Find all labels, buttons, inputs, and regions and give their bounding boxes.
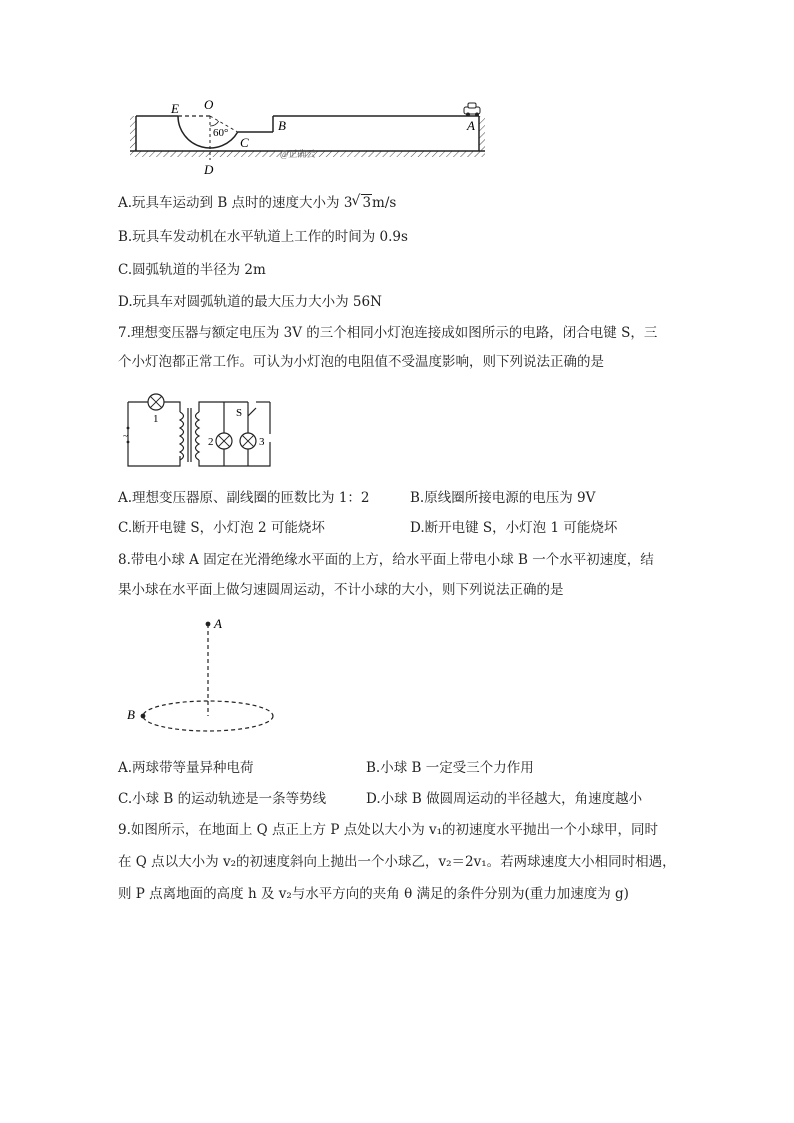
q8-option-c: C.小球 B 的运动轨迹是一条等势线: [118, 791, 327, 807]
charged-balls-figure: [120, 612, 290, 742]
lamp-3-icon: [240, 416, 256, 466]
label-B: B: [278, 118, 286, 133]
q8-option-b: B.小球 B 一定受三个力作用: [366, 760, 534, 776]
q6-option-d: D.玩具车对圆弧轨道的最大压力大小为 56N: [118, 294, 382, 310]
q7-stem-line-2: 个小灯泡都正常工作。可认为小灯泡的电阻值不受温度影响，则下列说法正确的是: [118, 354, 604, 370]
q7-option-a: A.理想变压器原、副线圈的匝数比为 1：2: [118, 490, 370, 506]
q8-option-a: A.两球带等量异种电荷: [118, 760, 254, 776]
track-diagram: [120, 94, 500, 176]
charged-balls-diagram: [120, 612, 290, 742]
toy-car-icon: [464, 103, 480, 117]
q6-option-b: B.玩具车发动机在水平轨道上工作的时间为 0.9s: [118, 229, 408, 245]
transformer-circuit-diagram: [120, 386, 280, 472]
switch-label: S: [236, 407, 243, 419]
label-E: E: [171, 101, 179, 116]
lamp-2-label: 2: [208, 436, 214, 448]
svg-text:~: ~: [123, 431, 128, 441]
label-D: D: [204, 162, 214, 176]
lamp-1-label: 1: [153, 413, 159, 425]
lamp-2-icon: [216, 433, 232, 449]
q7-option-c: C.断开电键 S，小灯泡 2 可能烧坏: [118, 520, 325, 536]
label-ball-b: B: [127, 707, 135, 722]
q6-option-c: C.圆弧轨道的半径为 2m: [118, 262, 266, 278]
lamp-3-label: 3: [259, 436, 265, 448]
q9-stem-line-2: 在 Q 点以大小为 v₂的初速度斜向上抛出一个小球乙，v₂＝2v₁。若两球速度大小相同时相遇，: [118, 854, 676, 870]
q9-stem-line-1: 9.如图所示，在地面上 Q 点正上方 P 点处以大小为 v₁的初速度水平抛出一个小球甲，同时: [118, 822, 659, 838]
q7-option-b: B.原线圈所接电源的电压为 9V: [410, 490, 596, 506]
q9-stem-line-3: 则 P 点离地面的高度 h 及 v₂与水平方向的夹角 θ 满足的条件分别为(重力加速度为 g): [118, 886, 629, 902]
lamp-1-icon: [148, 394, 164, 410]
ball-b-icon: [141, 714, 146, 719]
q8-option-d: D.小球 B 做圆周运动的半径越大，角速度越小: [366, 791, 643, 807]
q8-stem-line-1: 8.带电小球 A 固定在光滑绝缘水平面的上方，给水平面上带电小球 B 一个水平初速度，结: [118, 552, 654, 568]
q7-stem-line-1: 7.理想变压器与额定电压为 3V 的三个相同小灯泡连接成如图所示的电路，闭合电键 S，三: [118, 325, 658, 341]
watermark: @正确云: [280, 149, 316, 159]
q7-option-d: D.断开电键 S，小灯泡 1 可能烧坏: [410, 520, 618, 536]
label-ball-a: A: [214, 616, 222, 631]
sqrt-symbol: √ 3: [352, 193, 372, 213]
label-A: A: [467, 118, 475, 133]
transformer-circuit-figure: [120, 386, 280, 472]
label-angle: 60°: [213, 127, 229, 139]
q8-stem-line-2: 果小球在水平面上做匀速圆周运动，不计小球的大小，则下列说法正确的是: [118, 582, 564, 598]
track-figure: [120, 94, 500, 176]
q6-option-a: A.玩具车运动到 B 点时的速度大小为 3√ 3m/s: [118, 193, 396, 213]
label-O: O: [204, 97, 214, 112]
label-C: C: [240, 135, 249, 150]
circular-arc: [178, 116, 238, 148]
ball-a-icon: [206, 622, 211, 627]
